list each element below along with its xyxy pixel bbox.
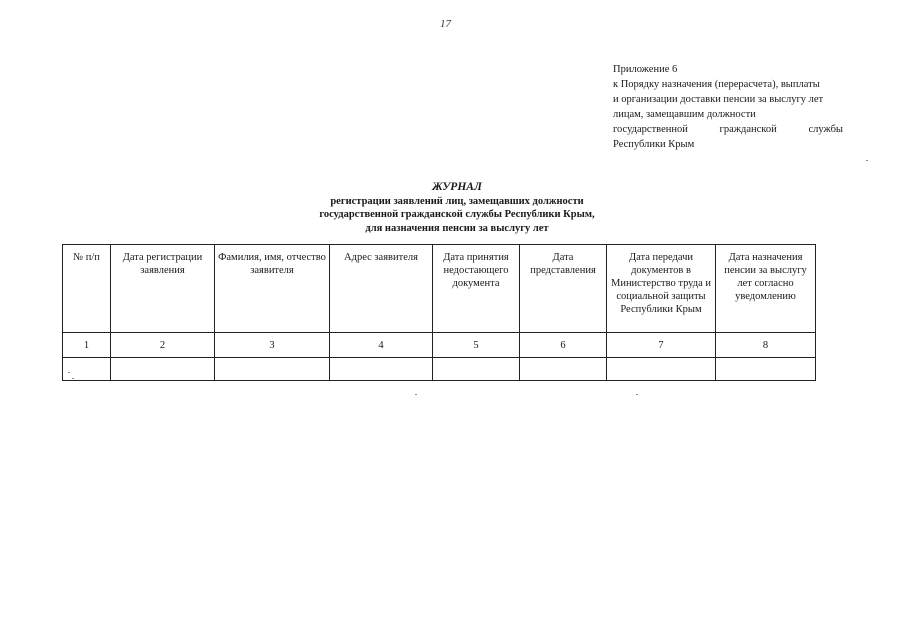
title-line-3: для назначения пенсии за выслугу лет <box>365 222 549 234</box>
header-cell-full-name: Фамилия, имя, отчество заявителя <box>215 245 330 333</box>
empty-cell <box>111 358 215 381</box>
empty-cell <box>716 358 816 381</box>
header-cell-missing-doc-date: Дата принятия недостающего документа <box>433 245 520 333</box>
page-number: 17 <box>440 18 451 30</box>
empty-data-row <box>63 358 816 381</box>
header-row <box>63 245 816 333</box>
appendix-word-2: гражданской <box>719 124 777 135</box>
appendix-line-1: Приложение 6 <box>613 64 678 75</box>
column-number: 7 <box>607 333 716 358</box>
column-number: 4 <box>330 333 433 358</box>
document-title <box>200 181 714 235</box>
appendix-line-6: Республики Крым <box>613 139 695 150</box>
scan-speck <box>68 372 70 373</box>
appendix-word-1: государственной <box>613 124 688 135</box>
empty-cell <box>330 358 433 381</box>
appendix-word-3: службы <box>808 124 843 135</box>
appendix-line-3: и организации доставки пенсии за выслугу лет <box>613 94 824 105</box>
header-cell-pension-date: Дата назначения пенсии за выслугу лет согласно уведомлению <box>716 245 816 333</box>
scan-speck <box>72 378 74 379</box>
appendix-block <box>613 62 843 152</box>
column-number: 2 <box>111 333 215 358</box>
header-cell-transfer-date: Дата передачи документов в Министерство труда и социальной защиты Республики Крым <box>607 245 716 333</box>
column-number: 5 <box>433 333 520 358</box>
column-number: 3 <box>215 333 330 358</box>
appendix-line-5 <box>613 122 843 137</box>
journal-table <box>62 244 816 381</box>
scan-speck <box>866 160 868 161</box>
header-cell-submission-date: Дата представления <box>520 245 607 333</box>
header-cell-number: № п/п <box>63 245 111 333</box>
header-cell-registration-date: Дата регистрации заявления <box>111 245 215 333</box>
title-line-2: государственной гражданской службы Республики Крым, <box>319 209 595 220</box>
empty-cell <box>520 358 607 381</box>
scan-speck <box>415 394 417 395</box>
appendix-line-4: лицам, замещавшим должности <box>613 109 756 120</box>
empty-cell <box>63 358 111 381</box>
column-number: 8 <box>716 333 816 358</box>
title-line-1: регистрации заявлений лиц, замещавших должности <box>330 195 584 207</box>
appendix-line-2: к Порядку назначения (перерасчета), выплаты <box>613 79 820 90</box>
empty-cell <box>215 358 330 381</box>
column-number: 1 <box>63 333 111 358</box>
column-number-row <box>63 333 816 358</box>
empty-cell <box>607 358 716 381</box>
scan-speck <box>636 394 638 395</box>
empty-cell <box>433 358 520 381</box>
journal-title: ЖУРНАЛ <box>432 181 482 193</box>
header-cell-address: Адрес заявителя <box>330 245 433 333</box>
column-number: 6 <box>520 333 607 358</box>
